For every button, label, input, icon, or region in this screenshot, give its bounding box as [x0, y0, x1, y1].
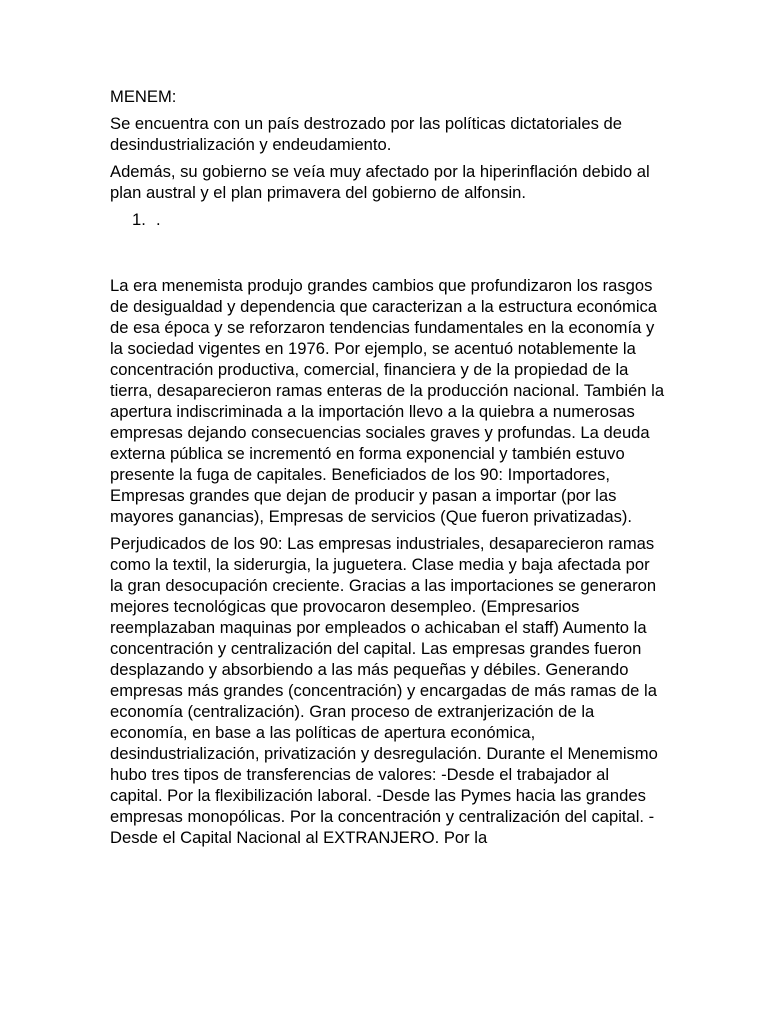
paragraph-era-menemista: La era menemista produjo grandes cambios que profundizaron los rasgos de desigualdad y dependencia que caracterizan a la estructura económica de esa época y se reforzaron tendencias fundamentales en la economía y la sociedad vigentes en 1976. Por ejemplo, se acentuó notablemente la concentración productiva, comercial, financiera y de la propiedad de la tierra, desaparecieron ramas enteras de la producción nacional. También la apertura indiscriminada a la importación llevo a la quiebra a numerosas empresas dejando consecuencias sociales graves y profundas. La deuda externa pública se incrementó en forma exponencial y también estuvo presente la fuga de capitales. Beneficiados de los 90: Importadores, Empresas grandes que dejan de producir y pasan a importar (por las mayores ganancias), Empresas de servicios (Que fueron privatizadas). [110, 276, 665, 526]
spacer [110, 230, 665, 275]
numbered-list [110, 209, 665, 230]
document-heading: MENEM: [110, 87, 177, 106]
list-item-text: . [156, 210, 161, 229]
list-marker: 1. [132, 210, 146, 229]
paragraph-perjudicados: Perjudicados de los 90: Las empresas industriales, desaparecieron ramas como la textil, la siderurgia, la juguetera. Clase media y baja afectada por la gran desocupación creciente. Gracias a las importaciones se generaron mejores tecnológicas que provocaron desempleo. (Empresarios reemplazaban maquinas por empleados o achicaban el staff) Aumento la concentración y centralización del capital. Las empresas grandes fueron desplazando y absorbiendo a las más pequeñas y débiles. Generando empresas más grandes (concentración) y encargadas de más ramas de la economía (centralización). Gran proceso de extranjerización de la economía, en base a las políticas de apertura económica, desindustrialización, privatización y desregulación. Durante el Menemismo hubo tres tipos de transferencias de valores: -Desde el trabajador al capital. Por la flexibilización laboral. -Desde las Pymes hacia las grandes empresas monopólicas. Por la concentración y centralización del capital. -Desde el Capital Nacional al EXTRANJERO. Por la [110, 534, 658, 847]
list-item [132, 209, 665, 230]
paragraph-intro: Se encuentra con un país destrozado por las políticas dictatoriales de desindustrialización y endeudamiento. [110, 114, 622, 154]
paragraph-hyperinflation: Además, su gobierno se veía muy afectado por la hiperinflación debido al plan austral y el plan primavera del gobierno de alfonsin. [110, 162, 650, 202]
document-page [110, 86, 665, 848]
